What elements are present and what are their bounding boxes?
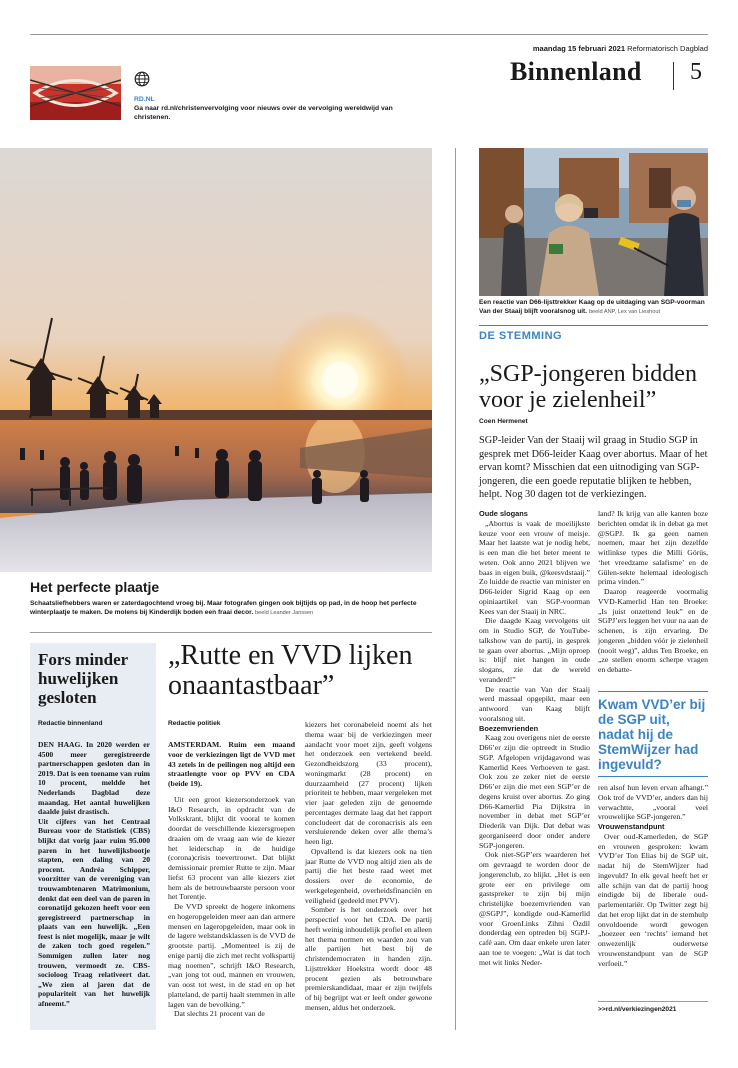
paragraph: ren alsof hun leven ervan afhangt.” Ook trof de VVD’er, anders dan hij verwachtte, „vooral veel vrouwelijke SGP-jongeren.” [598,783,708,822]
stemming-headline: „SGP-jongeren bidden voor je zielenheil” [479,361,697,413]
main-photo [0,148,432,572]
stemming-col2 [598,509,708,675]
sidebar-body [38,740,150,1009]
sidebar-text: Uit cijfers van het Centraal Bureau voor de Statistiek (CBS) blijkt dat vorig jaar ruim 95.000 paren in het huwelijksbootje stapten, een daling van 20 procent. Andréa Schipper, voorzitter van de vereniging van trouwambtenaren Matrimonium, denkt dat een deel van de paren in coronatijd gekozen heeft voor een geregistreerd partnerschap in plaats van een huwelijk. „Een feest is niet mogelijk, maar je wilt de zaken toch goed regelen.” Sommigen zullen later nog trouwen, vermoedt ze. CBS-socioloog Traag relativeert dat. „We zien al jaren dat de populariteit van het huwelijk afneemt.” [38,816,150,1009]
promo-link[interactable]: RD.NL [134,96,155,103]
stemming-col2b [598,783,708,968]
paragraph: Opvallend is dat kiezers ook na tien jaar Rutte de VVD nog altijd zien als de partij die het beste raad weet met dossiers over de economie, de werkgelegenheid, overheidsfinanciën en veiligheid (gedeeld met PVV). [305,846,432,905]
stemming-kicker: DE STEMMING [479,330,563,342]
globe-icon [134,71,150,87]
vvd-byline: Redactie politiek [168,720,221,727]
page-number: 5 [690,59,702,85]
main-photo-caption: Schaatsliefhebbers waren er zaterdagochtend vroeg bij. Maar fotografen gingen ook bijtijds op pad, in de hoop het perfecte winterplaatje te maken. De molens bij Kinderdijk boden een fraai decor. beeld Leander Janssen [30,600,417,616]
sidebar-byline: Redactie binnenland [38,720,103,727]
subhead-boezemvrienden: Boezemvrienden [479,723,539,733]
stemming-rule [479,325,708,326]
subhead-oude-slogans: Oude slogans [479,509,528,518]
section-divider [673,62,674,90]
main-photo-title: Het perfecte plaatje [30,579,160,595]
masthead-date: maandag 15 februari 2021 Reformatorisch Dagblad [532,44,708,53]
stemming-intro: SGP-leider Van der Staaij wil graag in Studio SGP in gesprek met D66-leider Kaag over abortus. Maar of het ervan komt? Misschien dat een uitnodiging van SGP-jongeren, die een goede reputatie blijken te hebben, helpt. Nog 30 dagen tot de verkiezingen. [479,435,708,501]
paragraph: Die daagde Kaag vervolgens uit om in Studio SGP, de YouTube-talkshow van de partij, in gesprek te gaan over abortus. „Mijn oproep is: blijf niet hangen in oude slogans, zie dat de wereld veranderd!” [479,616,590,684]
column-divider [455,148,456,1030]
paragraph: Dat slechts 21 procent van de [174,1009,265,1019]
paragraph: De reactie van Van der Staaij werd massaal opgepikt, maar een antwoord van Kaag blijft vooralsnog uit. [479,684,590,723]
paragraph: kiezers het coronabeleid noemt als het thema waar bij de verkiezingen meer aandacht voor moet zijn, geeft volgens het onderzoek een vertekend beeld. Gezondheidszorg (33 procent), woningmarkt (28 procent) en duurzaamheid (27 procent) lijken prioriteit te hebben, maar vergeleken met vier jaar geleden zijn de genoemde percentages dermate laag dat het rapport concludeert dat de coronacrisis als een versluierende deken over alle thema’s heen ligt. [305,720,432,846]
paragraph: Somber is het onderzoek over het perspectief voor het CDA. De partij heeft weinig inhoudelijk profiel en alleen het thema normen en waarden zou van alle partijen het best bij de christendemocraten in handen zijn. Lijsttrekker Hoekstra wordt door 48 procent gezien als betrouwbare premierskandidaat, maar er zijn twijfels of hij begrijpt wat er leeft onder gewone mensen, aldus het onderzoek. [305,905,433,1012]
paragraph: Daarop reageerde voormalig VVD-Kamerlid Han ten Broeke: „Is juist onzettend leuk” en de SGPJ’ers leggen het vuur na aan de schenen, is zijn ervaring. De jongeren „bidden vóór je zielenheil (nooit weg)”, aldus Ten Broeke, en „ze stellen enorm scherpe vragen en debatte- [598,587,708,674]
side-photo [479,148,708,296]
subhead-vrouwenstandpunt: Vrouwenstandpunt [598,822,665,831]
section-title: Binnenland [510,57,642,86]
stemming-byline: Coen Hermenet [479,418,528,425]
paragraph: Uit een groot kiezersonderzoek van I&O Research, in opdracht van de Volkskrant, blijkt dit vooral te komen doordat de verschillende kiezersgroepen draaien om de vraag aan wie de kiezer het leiderschap in de huidige (corona)crisis toevertrouwt. Dat blijkt demissionair premier Rutte te zijn. Maar liefst 63 procent van alle kiezers ziet hem als de betrouwbaarste persoon voor het Torentje. [168,794,295,902]
side-photo-caption: Een reactie van D66-lijsttrekker Kaag op de uitdaging van SGP-voorman Van der Staaij blijft vooralsnog uit. beeld ANP, Lex van Lieshout [479,299,705,315]
quote-rule-top [598,691,708,692]
web-rule [598,1001,708,1002]
sidebar-lead: DEN HAAG. In 2020 werden er 4500 meer geregistreerde partnerschappen gesloten dan in 2019. Dat is een toename van ruim 10 procent, meldde het Nederlands Dagblad deze maandag. Het aantal huwelijken daalde juist drastisch. [38,740,150,817]
paragraph: land? Ik krijg van alle kanten boze berichten omdat ik in debat ga met @SGPJ. Ik ga geen namen noemen, maar het zijn dezelfde witlinkse types die Milli Görüs, ‘het vreedzame salafisme’ en de Gülen-sekte helemaal ideologisch prima vinden.” [598,509,708,587]
web-link[interactable]: >>rd.nl/verkiezingen2021 [598,1006,677,1013]
vvd-col2 [305,720,432,1013]
quote-rule-bottom [598,776,708,777]
vvd-col1 [168,740,295,1019]
vvd-headline: „Rutte en VVD lijken onaantastbaar” [168,640,413,701]
article-top-rule [30,632,432,633]
paragraph: Ook niet-SGP’ers waarderen het om gevraagd te worden door de jongerenclub, zo blijkt. „Het is een grote eer en privilege om gastspreker te zijn bij mijn christelijke boezemvrienden van @SGPJ”, kondigde oud-Kamerlid voor GroenLinks Zihni Özdil donderdag een optreden bij SGPJ-café aan. Om daar enkele uren later aan toe te voegen: „Wat is dat toch met wit links Neder- [479,850,590,967]
promo-text: Ga naar rd.nl/christenvervolging voor nieuws over de vervolging wereldwijd van christenen. [134,105,393,121]
top-rule [30,34,708,35]
vvd-lead: AMSTERDAM. Ruim een maand voor de verkiezingen ligt de VVD met 43 zetels in de peilingen nog altijd een straatlengte voor op PVV en CDA (beide 19). [168,740,295,788]
pull-quote: Kwam VVD’er bij de SGP uit, nadat hij de StemWijzer had ingevuld? [598,697,706,772]
paragraph: De VVD spreekt de hogere inkomens en hogeropgeleiden meer aan dan armere mensen en lageropgeleiden, maar ook in de lagere welstandsklassen is de VVD de grootste partij. „Momenteel is zij de enige partij die zich met recht volkspartij mag noemen”, schrijft I&O Research, „van jong tot oud, mannen en vrouwen, van oost tot west, in de stad en op het platteland, de partij haalt stemmen in alle lagen van de bevolking.” [168,902,296,1009]
paragraph: Kaag zou overigens niet de eerste D66’er zijn die optreedt in Studio SGP. Afgelopen vrijdagavond was Kamerlid Kees Verhoeven te gast. Ook zou ze zeker niet de eerste D66’er zijn die met een SGP’er de degens kruist over abortus. Zo ging D66-Kamerlid Pia Dijkstra in november in debat met SGP’er Diederik van Dijk. Dat debat was georganiseerd door onder andere SGP-jongeren. [479,733,590,850]
paragraph: Over oud-Kamerleden, de SGP en vrouwen gesproken: kwam VVD’er Ton Elias bij de SGP uit, nadat hij de StemWijzer had ingevuld? In elk geval heeft het er alle schijn van dat de partij hoog eindigde bij de liberale oud-parlementariër. Op Twitter zegt hij dat het erop lijkt dat in de stemhulp onvoldoende wordt gewogen „hoezeer een ‘rechts’ iemand het onwezenlijk ouderwetse vrouwenstandpunt van de SGP verfoeit.” [598,831,708,968]
paragraph: „Abortus is vaak de moeilijkste keuze voor een vrouw of meisje. Maar het laatste wat je nodig hebt, is een man die het beter meent te weten. Ook anno 2021 blijven we baas in eigen buik, @keesvdstaaij.” Zo luidde de reactie van minister en D66-leider Sigrid Kaag op een opiniaartikel van SGP-voorman Kees van der Staaij in NRC. [479,518,590,616]
stemming-col1 [479,509,590,967]
sidebar-headline: Fors minder huwelijken gesloten [38,650,128,707]
promo-image[interactable] [30,66,121,120]
